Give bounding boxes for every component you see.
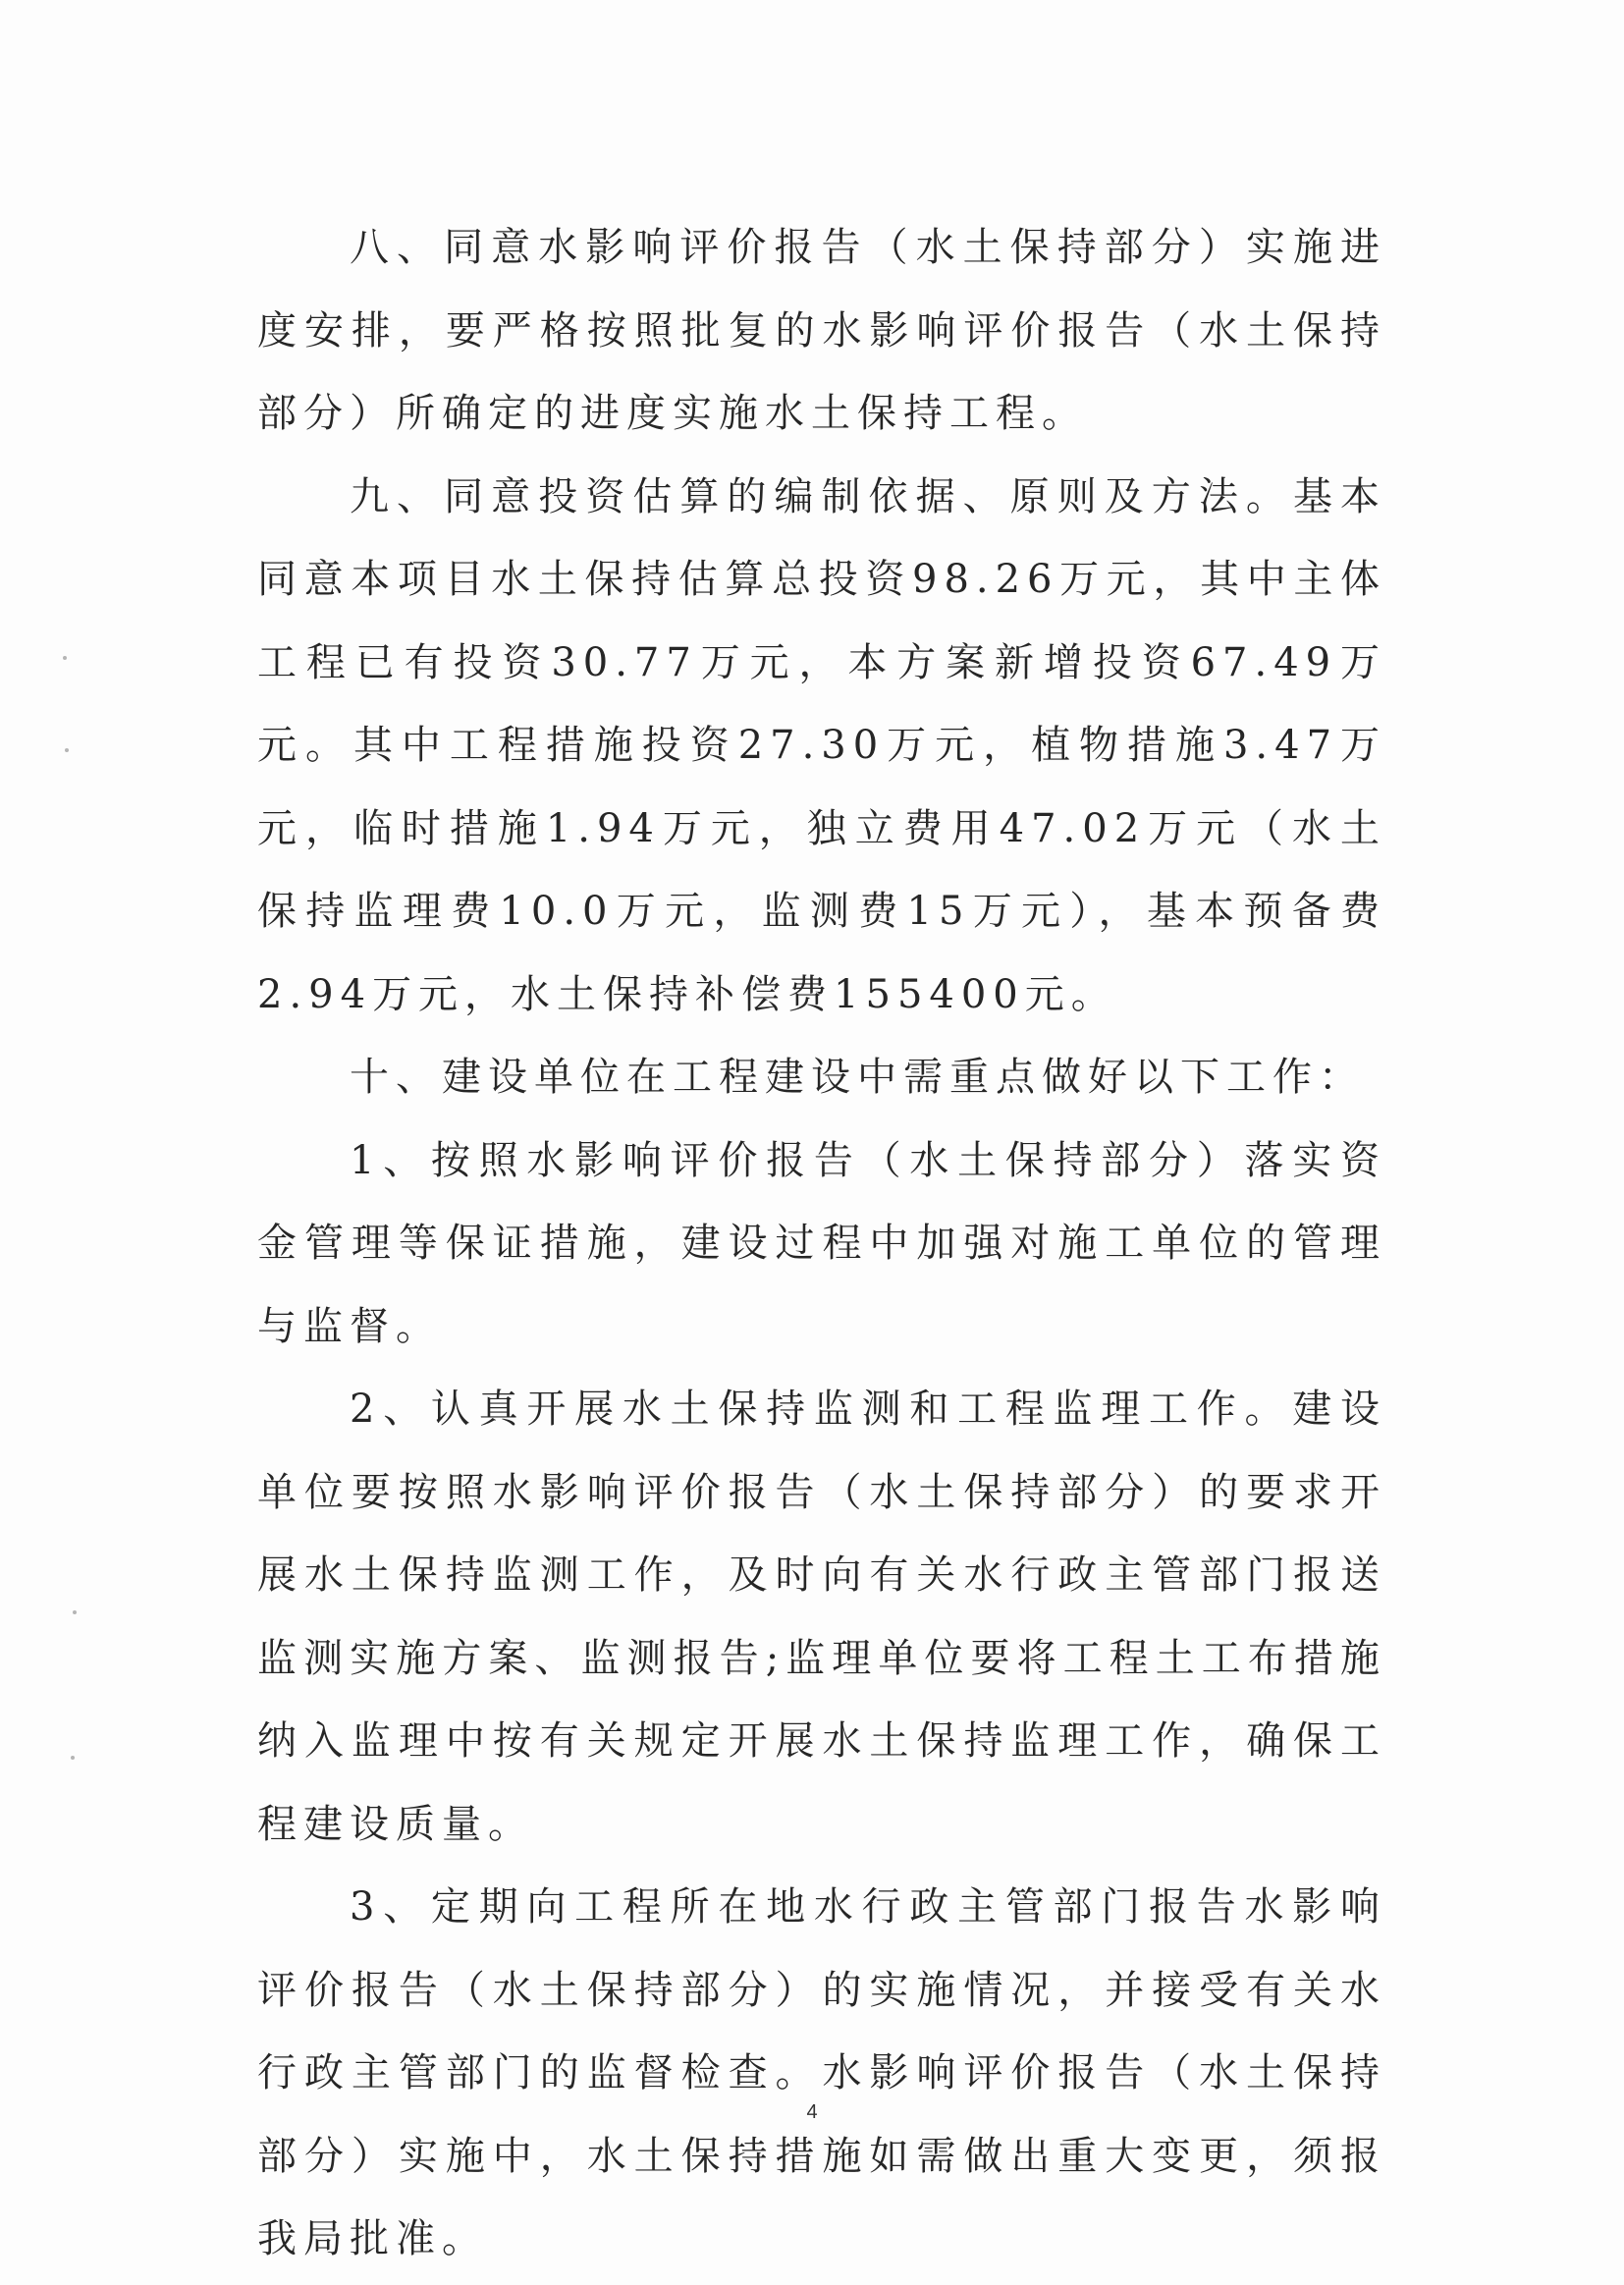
paragraph-eight: 八、同意水影响评价报告（水土保持部分）实施进度安排，要严格按照批复的水影响评价报告（水土保持部分）所确定的进度实施水土保持工程。 <box>257 225 1386 436</box>
paragraph-ten-item-3: 3、定期向工程所在地水行政主管部门报告水影响评价报告（水土保持部分）的实施情况，并接受有关水行政主管部门的监督检查。水影响评价报告（水土保持部分）实施中，水土保持措施如需做出重大变更，须报我局批准。 <box>257 1884 1386 2261</box>
scan-speck <box>65 748 69 752</box>
page-number: 4 <box>806 2101 818 2123</box>
paragraph-ten-item-1: 1、按照水影响评价报告（水土保持部分）落实资金管理等保证措施，建设过程中加强对施工单位的管理与监督。 <box>257 1137 1386 1349</box>
scan-speck <box>73 1610 77 1614</box>
paragraph-nine: 九、同意投资估算的编制依据、原则及方法。基本同意本项目水土保持估算总投资98.26万元，其中主体工程已有投资30.77万元，本方案新增投资67.49万元。其中工程措施投资27.30万元，植物措施3.47万元，临时措施1.94万元，独立费用47.02万元（水土保持监理费10.0万元，监测费15万元），基本预备费2.94万元，水土保持补偿费155400元。 <box>257 473 1386 1017</box>
paragraph-ten-item-2: 2、认真开展水土保持监测和工程监理工作。建设单位要按照水影响评价报告（水土保持部分）的要求开展水土保持监测工作，及时向有关水行政主管部门报送监测实施方案、监测报告;监理单位要将工程土工布措施纳入监理中按有关规定开展水土保持监理工作，确保工程建设质量。 <box>257 1387 1386 1847</box>
paragraph-ten: 十、建设单位在工程建设中需重点做好以下工作： <box>350 1055 1365 1100</box>
document-body <box>257 206 1386 2281</box>
scan-speck <box>71 1756 75 1760</box>
scan-speck <box>63 656 67 660</box>
